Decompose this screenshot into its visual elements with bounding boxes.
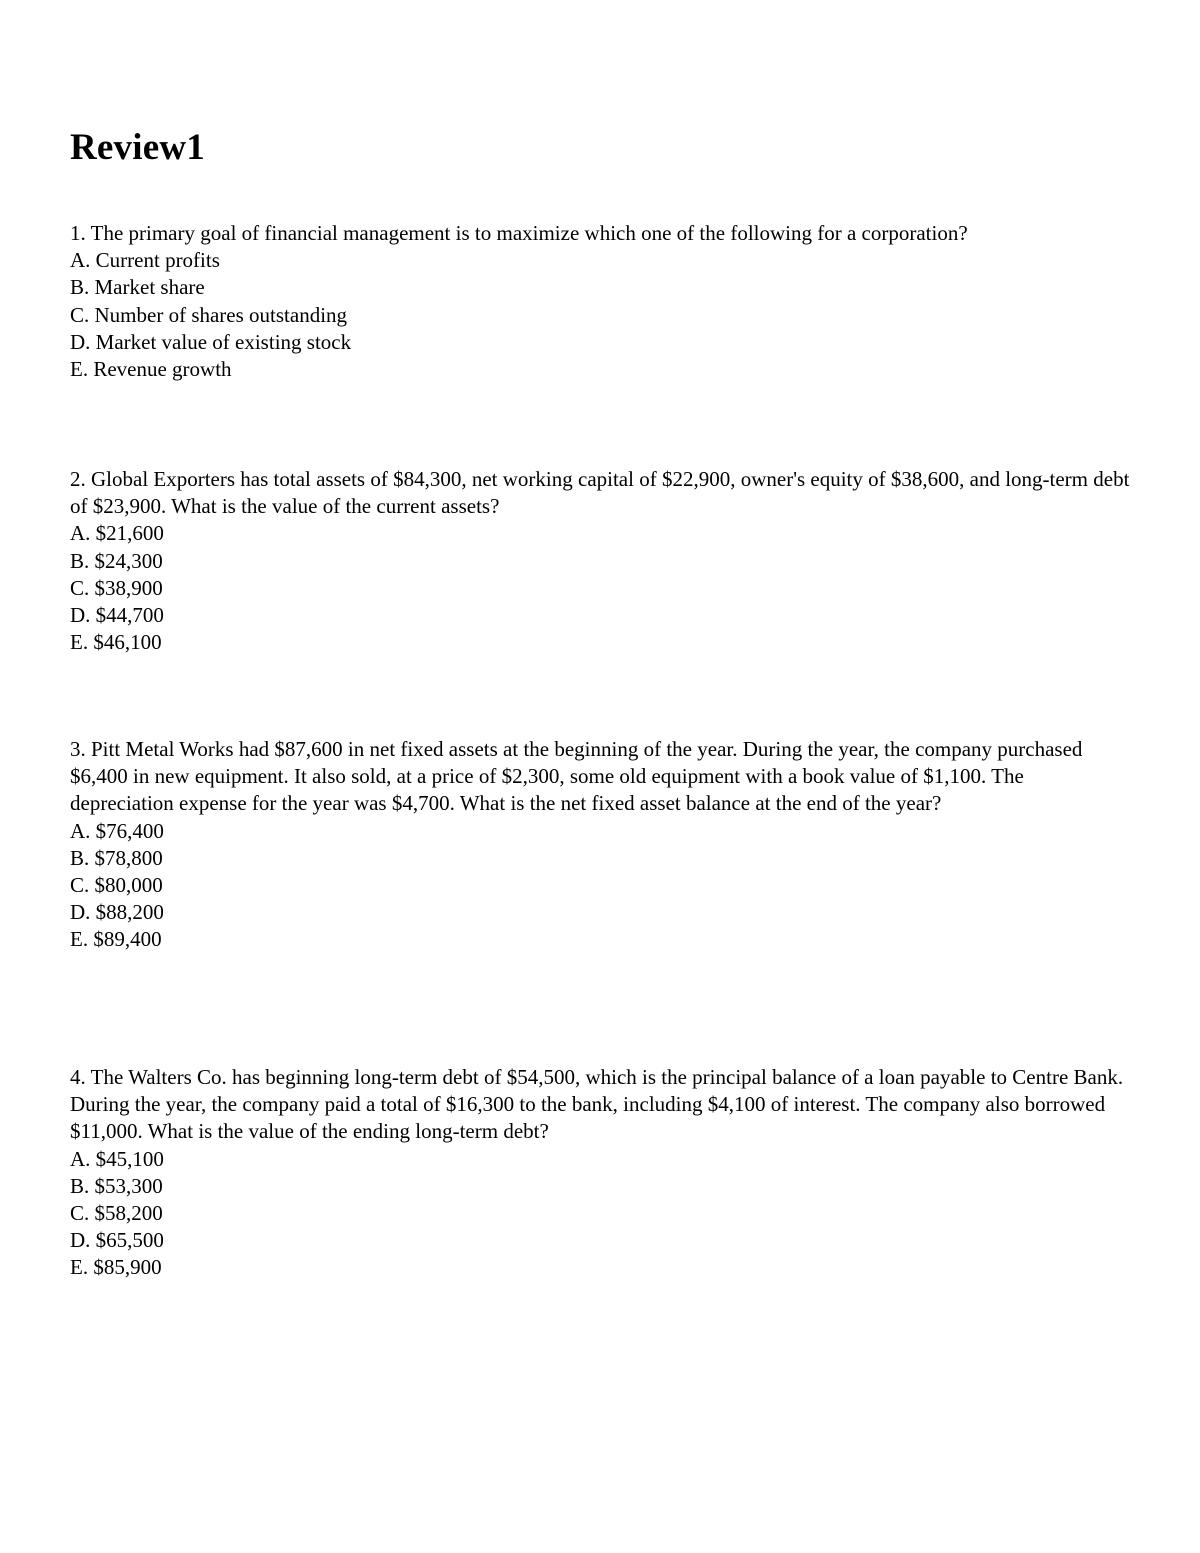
answer-option: C. $80,000 xyxy=(70,873,163,898)
question-text: 4. The Walters Co. has beginning long-term debt of $54,500, which is the principal balance of a loan payable to Centre Bank. During the year, the company paid a total of $16,300 to the bank, including $4,100 of interest. The company also borrowed $11,000. What is the value of the ending long-term debt? xyxy=(70,1065,1124,1144)
question-4 xyxy=(70,1064,1132,1282)
question-1 xyxy=(70,220,1132,383)
answer-option: C. Number of shares outstanding xyxy=(70,302,348,327)
answer-option: B. $53,300 xyxy=(70,1173,163,1198)
answer-option: E. $89,400 xyxy=(70,927,162,952)
answer-option: B. $78,800 xyxy=(70,845,163,870)
question-text: 2. Global Exporters has total assets of $84,300, net working capital of $22,900, owner's equity of $38,600, and long-term debt of $23,900. What is the value of the current assets? xyxy=(70,467,1130,519)
question-2 xyxy=(70,466,1132,656)
answer-options xyxy=(70,247,1132,383)
answer-option: D. $44,700 xyxy=(70,603,164,628)
question-3 xyxy=(70,736,1132,954)
answer-option: A. $76,400 xyxy=(70,818,164,843)
answer-options xyxy=(70,520,1132,656)
question-text: 3. Pitt Metal Works had $87,600 in net fixed assets at the beginning of the year. During the year, the company purchased $6,400 in new equipment. It also sold, at a price of $2,300, some old equipment with a book value of $1,100. The depreciation expense for the year was $4,700. What is the net fixed asset balance at the end of the year? xyxy=(70,737,1083,816)
answer-option: A. Current profits xyxy=(70,248,220,273)
answer-option: C. $58,200 xyxy=(70,1201,163,1226)
answer-option: B. $24,300 xyxy=(70,548,163,573)
answer-option: D. $88,200 xyxy=(70,900,164,925)
question-text: 1. The primary goal of financial management is to maximize which one of the following for a corporation? xyxy=(70,221,968,245)
answer-options xyxy=(70,1146,1132,1282)
answer-option: B. Market share xyxy=(70,275,205,300)
document-title: Review1 xyxy=(70,127,205,168)
answer-option: E. $46,100 xyxy=(70,630,162,655)
answer-option: D. Market value of existing stock xyxy=(70,329,352,354)
answer-options xyxy=(70,818,1132,954)
answer-option: A. $45,100 xyxy=(70,1146,164,1171)
answer-option: E. $85,900 xyxy=(70,1255,162,1280)
answer-option: A. $21,600 xyxy=(70,521,164,546)
answer-option: C. $38,900 xyxy=(70,575,163,600)
answer-option: E. Revenue growth xyxy=(70,357,232,382)
answer-option: D. $65,500 xyxy=(70,1228,164,1253)
